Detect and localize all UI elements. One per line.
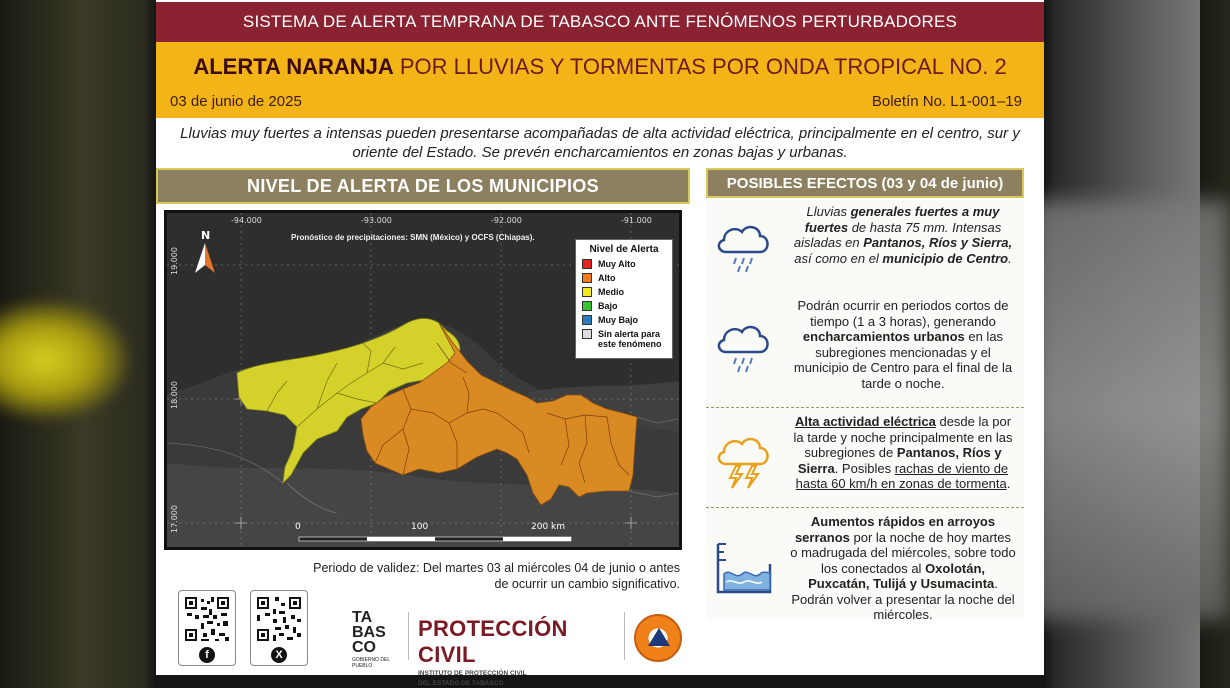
background-blur-right (1030, 200, 1230, 620)
municipal-alert-title (156, 168, 690, 204)
bulletin-number: Boletín No. L1-001–19 (871, 93, 1022, 110)
forecast-source: Pronóstico de precipitaciones: SMN (México) y OCFS (Chiapas). (291, 233, 535, 242)
tabasco-logo-line2: BAS (352, 624, 386, 641)
legend-swatch (582, 287, 592, 297)
legend-item (582, 329, 666, 349)
effect-text-2: Podrán ocurrir en periodos cortos de tiempo (1 a 3 horas), generando encharcamientos urbanos en las subregiones mencionadas y el municipio de Centro para el final de la tarde o noche. (793, 298, 1013, 391)
tabasco-logo-line1: TA (352, 609, 373, 626)
legend-swatch (582, 301, 592, 311)
rain-cloud-icon (712, 314, 776, 378)
thunderstorm-icon (712, 428, 776, 492)
legend-label: Muy Bajo (598, 315, 639, 325)
effect-text-1: Lluvias generales fuertes a muy fuertes de hasta 75 mm. Intensas aisladas en Pantanos, Ríos y Sierra, así como en el municipio de Centro. (793, 204, 1013, 266)
footer-divider (624, 612, 625, 660)
effect-item (706, 410, 1024, 508)
facebook-icon: f (199, 647, 215, 663)
civil-protection-seal-icon (634, 614, 682, 662)
lon-label-1: -94.000 (231, 216, 262, 225)
legend-label: Bajo (598, 301, 618, 311)
legend-swatch (582, 259, 592, 269)
x-qr[interactable] (250, 590, 308, 666)
pc-title: PROTECCIÓN CIVIL (418, 616, 568, 667)
effect-item (706, 290, 1024, 408)
facebook-qr[interactable] (178, 590, 236, 666)
bulletin-date: 03 de junio de 2025 (170, 93, 302, 110)
background-blur-left (0, 300, 130, 420)
effects-title (706, 168, 1024, 198)
qr-code-icon (255, 595, 303, 643)
effect-item (706, 510, 1024, 620)
legend-swatch (582, 273, 592, 283)
alert-header (156, 42, 1044, 118)
legend-label: Alto (598, 273, 616, 283)
scale-0: 0 (295, 522, 301, 532)
tabasco-logo-line3: CO (352, 639, 376, 656)
effect-text-3: Alta actividad eléctrica desde la por la tarde y noche principalmente en las subregiones de Pantanos, Ríos y Sierra. Posibles rachas de viento de hasta 60 km/h en zonas de tormenta. (793, 414, 1013, 491)
alert-level: ALERTA NARANJA (193, 54, 394, 79)
effect-item (706, 200, 1024, 288)
legend-item (582, 287, 666, 297)
effects-title-text: POSIBLES EFECTOS (03 y 04 de junio) (726, 174, 1004, 192)
alert-map (164, 210, 682, 550)
validity-period: Periodo de validez: Del martes 03 al miércoles 04 de junio o antes de ocurrir un cambio significativo. (313, 561, 680, 591)
tabasco-logo-sub: GOBIERNO DEL PUEBLO (352, 657, 390, 669)
x-icon: X (271, 647, 287, 663)
north-label: N (201, 229, 211, 242)
pc-subtitle-2: DEL ESTADO DE TABASCO (418, 680, 504, 687)
legend-item (582, 259, 666, 269)
scale-bar (299, 537, 571, 541)
rain-cloud-icon (712, 214, 776, 278)
alert-legend (575, 239, 673, 359)
municipal-alert-title-text: NIVEL DE ALERTA DE LOS MUNICIPIOS (247, 175, 599, 196)
scale-100: 100 (411, 522, 429, 532)
lat-label-3: 17.000 (170, 505, 179, 533)
legend-item (582, 273, 666, 283)
alert-title (156, 54, 1044, 80)
legend-item (582, 315, 666, 325)
scale-200: 200 km (531, 522, 566, 532)
legend-label: Sin alerta para este fenómeno (598, 329, 662, 349)
legend-swatch (582, 315, 592, 325)
lat-label-2: 18.000 (170, 381, 179, 409)
system-header (156, 2, 1044, 42)
legend-title: Nivel de Alerta (589, 244, 659, 255)
lon-label-4: -91.000 (621, 216, 652, 225)
effects-panel (706, 200, 1024, 620)
alert-bulletin (156, 0, 1044, 687)
lon-label-3: -92.000 (491, 216, 522, 225)
effect-text-4: Aumentos rápidos en arroyos serranos por la noche de hoy martes o madrugada del miércoles, sobre todo los conectados al Oxolotán, Puxcatán, Tulijá y Usumacinta. Podrán volver a presentar la noche del miércoles. (790, 514, 1016, 622)
legend-label: Muy Alto (598, 259, 636, 269)
proteccion-civil-logo (418, 616, 618, 688)
legend-label: Medio (598, 287, 624, 297)
lon-label-2: -93.000 (361, 216, 392, 225)
lat-label-1: 19.000 (170, 247, 179, 275)
alert-description: POR LLUVIAS Y TORMENTAS POR ONDA TROPICAL NO. 2 (393, 54, 1007, 79)
pc-subtitle-1: INSTITUTO DE PROTECCIÓN CIVIL (418, 670, 527, 677)
tabasco-logo (352, 609, 402, 669)
qr-code-icon (183, 595, 231, 643)
footer-divider (408, 612, 409, 660)
intro-text: Lluvias muy fuertes a intensas pueden presentarse acompañadas de alta actividad eléctrica, principalmente en el centro, sur y oriente del Estado. Se prevén encharcamientos en zonas bajas y urbanas. (180, 125, 1020, 161)
water-level-icon (712, 534, 776, 598)
legend-item (582, 301, 666, 311)
legend-swatch (582, 329, 592, 339)
system-title: SISTEMA DE ALERTA TEMPRANA DE TABASCO ANTE FENÓMENOS PERTURBADORES (242, 12, 958, 31)
